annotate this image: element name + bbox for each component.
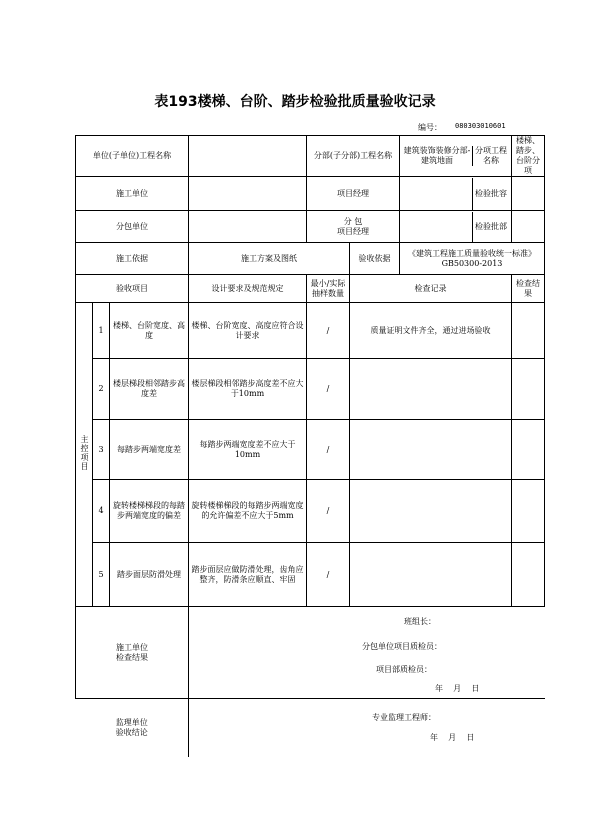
row-sampling[interactable]: / (307, 420, 350, 480)
group-label: 主控项目 (80, 435, 89, 471)
basis-label: 施工依据 (76, 243, 189, 275)
table-row (76, 543, 545, 607)
row-item: 楼层梯段相邻踏步高度差 (110, 359, 189, 420)
basis-value[interactable]: 施工方案及图纸 (189, 243, 350, 275)
row-no: 4 (93, 480, 110, 543)
contractor-value[interactable] (189, 177, 307, 211)
row-requirement: 楼梯、台阶宽度、高度应符合设计要求 (189, 303, 307, 359)
row-item: 每踏步两端宽度差 (110, 420, 189, 480)
acceptance-basis-label: 验收依据 (350, 243, 400, 275)
row-record[interactable]: 质量证明文件齐全，通过进场验收 (350, 303, 512, 359)
row-result[interactable] (512, 359, 545, 420)
col-sampling-header: 最小/实际抽样数量 (307, 275, 350, 303)
table-row (76, 359, 545, 420)
subdivision-label: 分部(子分部)工程名称 (307, 136, 400, 177)
row-record[interactable] (350, 359, 512, 420)
table-row (76, 303, 545, 359)
code-label: 编号： (418, 123, 442, 132)
subcontractor-label: 分包单位 (76, 211, 189, 243)
row-no: 2 (93, 359, 110, 420)
col-requirement-header: 设计要求及规范规定 (189, 275, 307, 303)
sub-inspector-label: 分包单位项目质检员： (362, 642, 442, 651)
row-item: 旋转楼梯梯段的每踏步两端宽度的偏差 (110, 480, 189, 543)
pm-label: 项目经理 (307, 177, 400, 211)
col-item-header: 验收项目 (76, 275, 189, 303)
row-requirement: 踏步面层应做防滑处理，齿角应整齐，防滑条应顺直、牢固 (189, 543, 307, 607)
row-result[interactable] (512, 303, 545, 359)
construction-check-label: 施工单位 检查结果 (76, 607, 189, 699)
item-label: 分项工程名称 (472, 146, 509, 166)
batch-part-value[interactable] (512, 211, 545, 243)
row-no: 3 (93, 420, 110, 480)
row-item: 楼梯、台阶宽度、高度 (110, 303, 189, 359)
table-row (76, 420, 545, 480)
row-no: 5 (93, 543, 110, 607)
subdivision-value[interactable]: 建筑装饰装修分部-建筑地面 (403, 146, 471, 165)
supervision-area[interactable] (189, 699, 545, 757)
unit-label: 单位(子单位)工程名称 (76, 136, 189, 177)
row-record[interactable] (350, 543, 512, 607)
team-leader-label: 班组长： (404, 617, 436, 626)
supervision-row (76, 699, 545, 757)
row-result[interactable] (512, 543, 545, 607)
code-value: 080303010601 (455, 122, 506, 130)
table-row (76, 480, 545, 543)
row-sampling[interactable]: / (307, 303, 350, 359)
batch-size-value[interactable] (512, 177, 545, 211)
supervision-date: 年 月 日 (430, 733, 475, 742)
subcontractor-value[interactable] (189, 211, 307, 243)
row-result[interactable] (512, 420, 545, 480)
acceptance-form (75, 135, 545, 757)
row-record[interactable] (350, 480, 512, 543)
batch-part-label: 检验批部 (472, 212, 509, 242)
contractor-label: 施工单位 (76, 177, 189, 211)
row-requirement: 每踏步两端宽度差不应大于10mm (189, 420, 307, 480)
construction-check-area[interactable] (189, 607, 545, 699)
acceptance-basis-value[interactable]: 《建筑工程施工质量验收统一标准》GB50300-2013 (400, 243, 545, 275)
sub-pm-label: 分 包 项目经理 (307, 211, 400, 243)
supervision-engineer-label: 专业监理工程师： (372, 713, 436, 722)
col-record-header: 检查记录 (350, 275, 512, 303)
construction-check-row (76, 607, 545, 699)
row-sampling[interactable]: / (307, 480, 350, 543)
batch-size-label: 检验批容 (472, 178, 509, 210)
row-sampling[interactable]: / (307, 359, 350, 420)
row-sampling[interactable]: / (307, 543, 350, 607)
row-record[interactable] (350, 420, 512, 480)
row-requirement: 楼层梯段相邻踏步高度差不应大于10mm (189, 359, 307, 420)
row-result[interactable] (512, 480, 545, 543)
row-item: 踏步面层防滑处理 (110, 543, 189, 607)
row-requirement: 旋转楼梯梯段的每踏步两端宽度的允许偏差不应大于5mm (189, 480, 307, 543)
item-value[interactable]: 楼梯、踏步、台阶分项 (512, 136, 545, 177)
project-inspector-label: 项目部质检员： (376, 665, 432, 674)
row-no: 1 (93, 303, 110, 359)
construction-date: 年 月 日 (435, 684, 480, 693)
unit-value[interactable] (189, 136, 307, 177)
col-result-header: 检查结果 (512, 275, 545, 303)
page-title: 表193楼梯、台阶、踏步检验批质量验收记录 (154, 94, 436, 110)
supervision-label: 监理单位 验收结论 (76, 699, 189, 757)
